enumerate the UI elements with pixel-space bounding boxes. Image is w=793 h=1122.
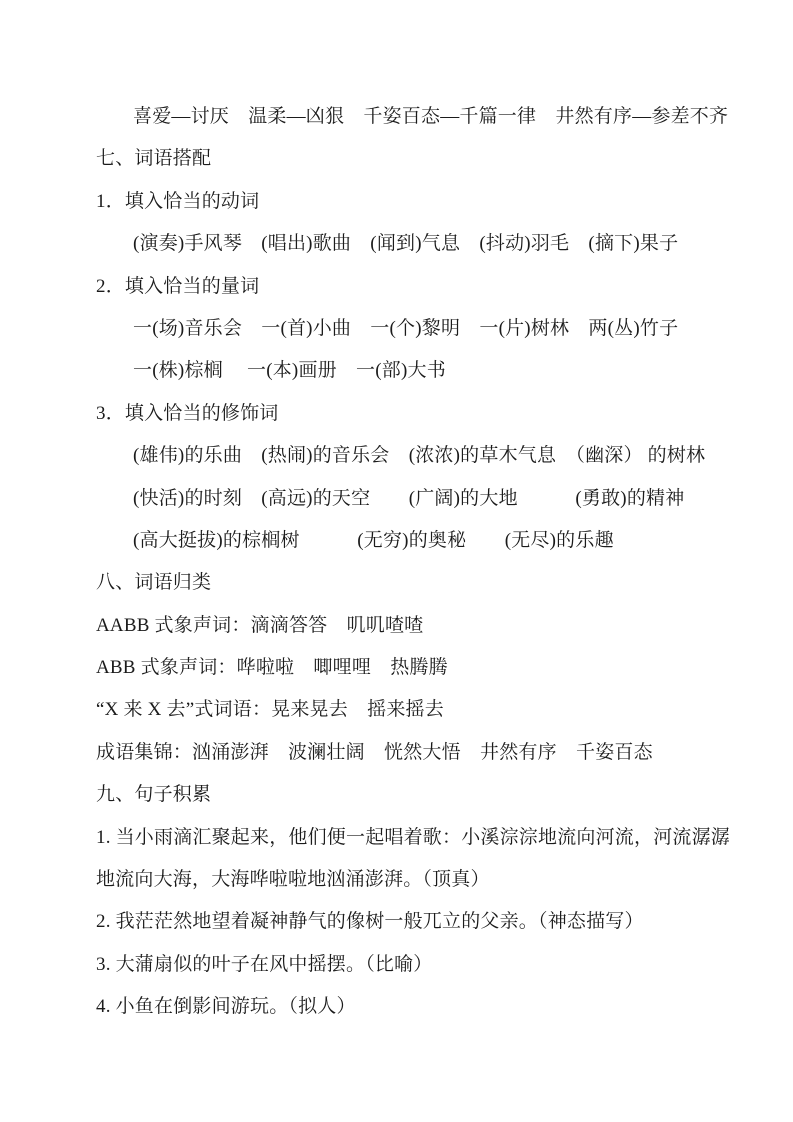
sentence-1-line-2: 地流向大海，大海哗啦啦地汹涌澎湃。（顶真） xyxy=(96,869,490,891)
measure-words-line-2: 一(株)棕榈 一(本)画册 一(部)大书 xyxy=(133,360,446,382)
x-lai-x-qu-words-line: “X 来 X 去”式词语：晃来晃去 摇来摇去 xyxy=(96,699,444,721)
aabb-onomatopoeia-line: AABB 式象声词：滴滴答答 叽叽喳喳 xyxy=(96,614,424,636)
section-7-heading: 七、词语搭配 xyxy=(96,148,212,170)
item-3-modifiers-heading: 3．填入恰当的修饰词 xyxy=(96,402,279,424)
modifiers-line-3: (高大挺拔)的棕榈树 (无穷)的奥秘 (无尽)的乐趣 xyxy=(133,529,614,551)
sentence-2-line: 2. 我茫茫然地望着凝神静气的像树一般兀立的父亲。（神态描写） xyxy=(96,911,644,933)
modifiers-line-2: (快活)的时刻 (高远)的天空 (广阔)的大地 (勇敢)的精神 xyxy=(133,487,685,509)
modifiers-line-1: (雄伟)的乐曲 (热闹)的音乐会 (浓浓)的草木气息 （幽深） 的树林 xyxy=(133,445,706,467)
abb-onomatopoeia-line: ABB 式象声词：哗啦啦 唧哩哩 热腾腾 xyxy=(96,657,448,679)
sentence-4-line: 4. 小鱼在倒影间游玩。（拟人） xyxy=(96,996,356,1018)
section-8-heading: 八、词语归类 xyxy=(96,572,212,594)
sentence-3-line: 3. 大蒲扇似的叶子在风中摇摆。（比喻） xyxy=(96,953,433,975)
section-9-heading: 九、句子积累 xyxy=(96,784,212,806)
verbs-answers-line: (演奏)手风琴 (唱出)歌曲 (闻到)气息 (抖动)羽毛 (摘下)果子 xyxy=(133,233,679,255)
antonym-pairs-line: 喜爱—讨厌 温柔—凶狠 千姿百态—千篇一律 井然有序—参差不齐 xyxy=(133,106,729,127)
sentence-1-line-1: 1. 当小雨滴汇聚起来，他们便一起唱着歌：小溪淙淙地流向河流，河流潺潺 xyxy=(96,826,731,848)
item-2-measure-heading: 2．填入恰当的量词 xyxy=(96,275,260,297)
item-1-verbs-heading: 1．填入恰当的动词 xyxy=(96,190,260,212)
measure-words-line-1: 一(场)音乐会 一(首)小曲 一(个)黎明 一(片)树林 两(丛)竹子 xyxy=(133,317,679,339)
idiom-collection-line: 成语集锦：汹涌澎湃 波澜壮阔 恍然大悟 井然有序 千姿百态 xyxy=(96,741,653,763)
